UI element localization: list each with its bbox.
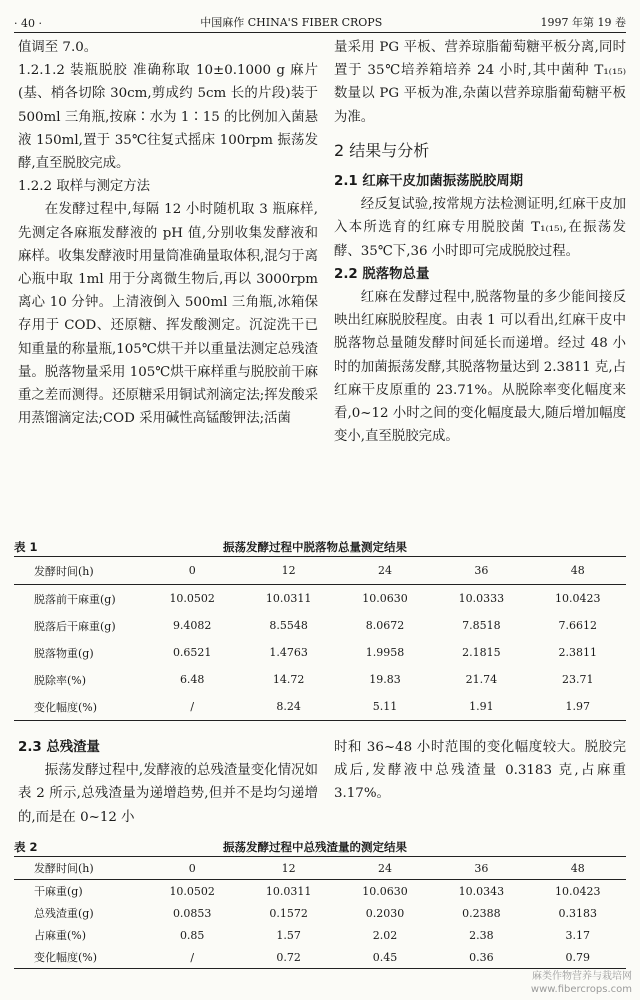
table-cell: 7.6612 <box>558 619 598 632</box>
table-title: 振荡发酵过程中总残渣量的测定结果 <box>223 840 407 854</box>
page-number: · 40 · <box>14 17 42 30</box>
table-cell: 1.97 <box>565 700 591 713</box>
table-label: 表 2 <box>14 840 38 854</box>
watermark-line: 麻类作物营养与栽培网 <box>532 971 632 982</box>
table-cell: 10.0423 <box>555 884 601 898</box>
table-cell: 8.24 <box>276 700 301 713</box>
table-cell: 2.02 <box>372 928 398 942</box>
table-cell: 0.36 <box>469 950 494 964</box>
table-cell: 2.1815 <box>462 646 501 659</box>
header-cell: 12 <box>240 857 336 880</box>
table-cell: 10.0630 <box>362 592 408 605</box>
table-row <box>14 880 626 903</box>
table-cell: 0.6521 <box>172 646 212 659</box>
left-column-top <box>18 36 318 430</box>
table-title: 振荡发酵过程中脱落物总量测定结果 <box>223 540 407 554</box>
table-cell: 19.83 <box>369 673 401 686</box>
table-cell: / <box>190 950 195 964</box>
watermark <box>531 970 632 996</box>
header-cell: 24 <box>337 857 433 880</box>
table-cell: 10.0333 <box>458 592 505 605</box>
table-cell: 0.79 <box>565 950 591 964</box>
table-cell: 10.0630 <box>362 884 408 898</box>
running-header <box>14 8 626 33</box>
table-cell: 10.0502 <box>169 884 215 898</box>
table-cell: 2.38 <box>469 928 494 942</box>
header-cell: 48 <box>530 557 626 585</box>
table-cell: 0.0853 <box>172 906 212 920</box>
table-cell: 10.0502 <box>169 592 215 605</box>
header-cell: 发酵时间(h) <box>14 557 144 585</box>
paragraph: 红麻在发酵过程中,脱落物量的多少能间接反映出红麻脱胶程度。由表 1 可以看出,红麻干皮中脱落物总量随发酵时间延长而递增。经过 48 小时的加菌振荡发酵,其脱落物量达到 2.3811 克,占红麻干皮原重的 23.71%。从脱除率变化幅度来看,0~12 小时之间的变化幅度最大,随后增加幅度变小,直至脱胶完成。 <box>334 290 626 445</box>
table-cell: 23.71 <box>562 673 594 686</box>
table-cell: 3.17 <box>565 928 591 942</box>
table-cell: 21.74 <box>465 673 498 686</box>
header-cell: 0 <box>144 857 240 880</box>
paragraph: 值调至 7.0。 <box>18 40 98 55</box>
subsection-heading: 2.3 总残渣量 <box>18 740 100 755</box>
row-label: 变化幅度(%) <box>34 700 98 714</box>
data-table <box>14 856 626 969</box>
table-row <box>14 612 626 639</box>
table-cell: / <box>190 700 195 713</box>
table-header-row <box>14 857 626 880</box>
table-cell: 0.45 <box>372 950 398 964</box>
table-cell: 10.0311 <box>265 592 312 605</box>
header-cell: 24 <box>337 557 433 585</box>
subsection-heading: 2.1 红麻干皮加菌振荡脱胶周期 <box>334 174 524 190</box>
header-cell: 36 <box>433 557 529 585</box>
row-label: 干麻重(g) <box>34 885 83 898</box>
table-header-row <box>14 557 626 585</box>
header-cell: 发酵时间(h) <box>14 857 144 880</box>
table-cell: 10.0311 <box>265 884 312 898</box>
left-column-bottom <box>18 736 318 829</box>
paragraph: 量采用 PG 平板、营养琼脂葡萄糖平板分离,同时置于 35℃培养箱培养 24 小时,其中菌种 T₁₍₁₅₎ 数量以 PG 平板为准,杂菌以营养琼脂葡萄糖平板为准。 <box>334 40 626 125</box>
row-label: 变化幅度(%) <box>34 951 98 964</box>
table-cell: 5.11 <box>372 700 398 713</box>
table-cell: 0.3183 <box>558 906 598 920</box>
table-row <box>14 639 626 666</box>
table-label: 表 1 <box>14 540 38 554</box>
table-cell: 1.4763 <box>269 646 308 659</box>
table-cell: 1.57 <box>276 928 301 942</box>
table-cell: 0.2030 <box>365 906 405 920</box>
table-cell: 1.9958 <box>365 646 405 659</box>
table-cell: 0.72 <box>276 950 301 964</box>
table-row <box>14 693 626 721</box>
subsection-heading: 2.2 脱落物总量 <box>334 266 430 282</box>
row-label: 脱除率(%) <box>34 673 87 687</box>
paragraph: 振荡发酵过程中,发酵液的总残渣量变化情况如表 2 所示,总残渣量为递增趋势,但并不是均匀递增的,而是在 0~12 小 <box>18 763 318 825</box>
header-cell: 48 <box>530 857 626 880</box>
data-table <box>14 556 626 721</box>
row-label: 脱落后干麻重(g) <box>34 619 116 633</box>
header-cell: 12 <box>240 557 336 585</box>
issue-info: 1997 年第 19 卷 <box>540 16 626 29</box>
table-caption <box>14 538 626 556</box>
right-column-bottom <box>334 736 626 806</box>
header-cell: 0 <box>144 557 240 585</box>
table-cell: 8.5548 <box>269 619 308 632</box>
table-cell: 10.0343 <box>458 884 505 898</box>
table-cell: 10.0423 <box>555 592 601 605</box>
watermark-url: www.fibercrops.com <box>530 984 632 995</box>
table-cell: 0.2388 <box>462 906 501 920</box>
table-1 <box>14 538 626 721</box>
table-cell: 9.4082 <box>172 619 212 632</box>
table-cell: 6.48 <box>179 673 205 686</box>
table-2 <box>14 838 626 969</box>
journal-name: 中国麻作 CHINA'S FIBER CROPS <box>200 16 383 29</box>
row-label: 总残渣重(g) <box>34 907 94 920</box>
paragraph: 经反复试验,按常规方法检测证明,红麻干皮加入本所选育的红麻专用脱胶菌 T₁₍₁₅₎,在振荡发酵、35℃下,36 小时即可完成脱胶过程。 <box>334 197 626 259</box>
row-label: 占麻重(%) <box>34 929 87 942</box>
table-cell: 1.91 <box>469 700 494 713</box>
row-label: 脱落物重(g) <box>34 646 94 660</box>
row-label: 脱落前干麻重(g) <box>34 592 116 606</box>
table-row <box>14 924 626 946</box>
table-cell: 0.1572 <box>269 906 308 920</box>
paragraph: 时和 36~48 小时范围的变化幅度较大。脱胶完成后,发酵液中总残渣量 0.3183 克,占麻重 3.17%。 <box>334 740 626 802</box>
paragraph: 在发酵过程中,每隔 12 小时随机取 3 瓶麻样,先测定各麻瓶发酵液的 pH 值,分别收集发酵液和麻样。收集发酵液时用量筒准确量取体积,混匀于离心瓶中取 1ml 用于分离微生物后,再以 3000rpm 离心 10 分钟。上清液倒入 500ml 三角瓶,冰箱保存用于 COD、还原糖、挥发酸测定。沉淀洗干已知重量的称量瓶,105℃烘干并以重量法测定总残渣量。脱落物量采用 105℃烘干麻样重与脱胶前干麻重之差而测得。还原糖采用铜试剂滴定法;挥发酸采用蒸馏滴定法;COD 采用碱性高锰酸钾法;活菌 <box>18 202 318 427</box>
paragraph: 1.2.1.2 装瓶脱胶 准确称取 10±0.1000 g 麻片(基、梢各切除 30cm,剪成约 5cm 长的片段)装于 500ml 三角瓶,按麻∶水为 1∶15 的比例加入菌悬液 150ml,置于 35℃往复式摇床 100rpm 振荡发酵,直至脱胶完成。 <box>18 63 318 172</box>
table-row <box>14 666 626 693</box>
table-cell: 8.0672 <box>365 619 405 632</box>
table-caption <box>14 838 626 856</box>
table-cell: 2.3811 <box>558 646 598 659</box>
header-cell: 36 <box>433 857 529 880</box>
section-heading: 2 结果与分析 <box>334 140 430 160</box>
table-row <box>14 902 626 924</box>
table-row <box>14 946 626 969</box>
table-cell: 7.8518 <box>462 619 501 632</box>
table-row <box>14 585 626 613</box>
table-cell: 0.85 <box>179 928 205 942</box>
right-column-top <box>334 36 626 448</box>
table-cell: 14.72 <box>272 673 305 686</box>
subsection-heading: 1.2.2 取样与测定方法 <box>18 179 151 195</box>
